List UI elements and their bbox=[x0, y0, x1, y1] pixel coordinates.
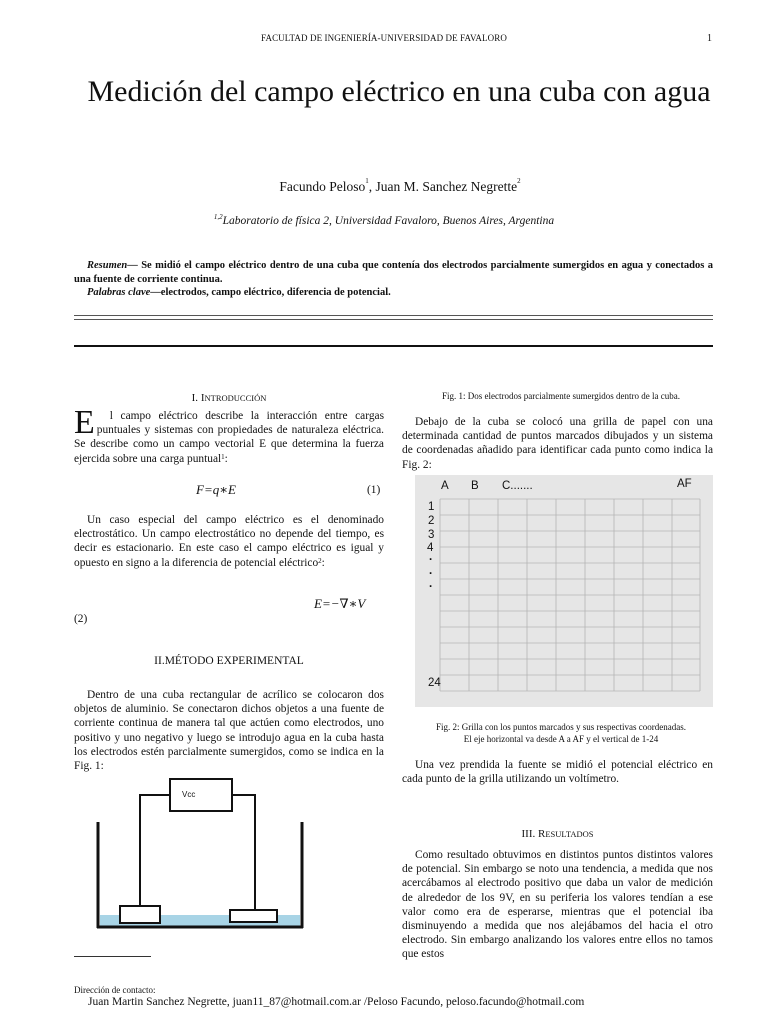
fig2-caption-line-2: El eje horizontal va desde A a AF y el vertical de 1-24 bbox=[463, 734, 659, 744]
equation-1: F=q∗E bbox=[196, 482, 236, 497]
equation-1-number: (1) bbox=[367, 484, 381, 496]
dropcap: E bbox=[74, 404, 95, 441]
results-heading: III. RESULTADOS bbox=[521, 828, 594, 840]
grid-row-dot-2: . bbox=[429, 565, 433, 577]
section-divider bbox=[74, 345, 713, 347]
fig1-diagram bbox=[90, 775, 315, 935]
intro-paragraph-1: E l campo eléctrico describe la interacción entre cargas puntuales y sistemas con propiedades de naturaleza eléctrica. Se describe como un campo vectorial E que determina la fuerza ejercida sobre una carga puntual$^1$: bbox=[74, 409, 384, 466]
wire-right bbox=[232, 795, 255, 911]
grid-col-a: A bbox=[441, 480, 449, 492]
grid-row-4: 4 bbox=[427, 542, 434, 554]
method-paragraph: Dentro de una cuba rectangular de acrílico se colocaron dos objetos de aluminio. Se conectaron dichos objetos a una fuente de corriente continua de manera tal que actúen como electrodos, uno positivo y uno negativo y luego se introdujo agua en la cuba hasta los electrodos estén parcialmente sumergidos, como se indica en la Fig. 1: bbox=[74, 689, 384, 773]
contact-info: Juan Martin Sanchez Negrette, juan11_87@hotmail.com.ar /Peloso Facundo, peloso.facundo@hotmail.com bbox=[88, 996, 585, 1008]
footnote-rule bbox=[74, 956, 151, 957]
power-source-label: Vcc bbox=[182, 790, 196, 799]
contact-label: Dirección de contacto: bbox=[74, 985, 156, 995]
author-1-sup: 1 bbox=[365, 177, 369, 185]
grid-row-24: 24 bbox=[428, 677, 441, 689]
fig2-caption bbox=[402, 721, 720, 745]
right-paragraph-1: Debajo de la cuba se colocó una grilla de papel con una determinada cantidad de puntos marcados dibujados y un sistema de coordenadas añadido para identificar cada punto como indica la Fig. 2: bbox=[402, 416, 713, 471]
grid-col-c: C....... bbox=[502, 480, 533, 492]
grid-row-dot-1: . bbox=[429, 551, 433, 563]
grid-row-3: 3 bbox=[428, 529, 435, 541]
abstract-text: — Se midió el campo eléctrico dentro de una cuba que contenía dos electrodos parcialmente sumergidos en agua y conectados a una fuente de corriente continua. bbox=[74, 260, 713, 285]
author-1: Facundo Peloso bbox=[279, 179, 366, 194]
abstract-rule-top bbox=[74, 315, 713, 316]
abstract bbox=[74, 259, 713, 300]
author-separator: , bbox=[368, 179, 376, 194]
affiliation-sup: 1,2 bbox=[213, 213, 223, 221]
grid-col-b: B bbox=[471, 480, 479, 492]
grid-row-1: 1 bbox=[428, 501, 435, 513]
electrode-left bbox=[120, 906, 160, 923]
author-2-sup: 2 bbox=[517, 177, 521, 185]
intro-heading: I. INTRODUCCIÓN bbox=[191, 392, 267, 404]
running-header: FACULTAD DE INGENIERÍA-UNIVERSIDAD DE FAVALORO bbox=[261, 33, 507, 43]
authors bbox=[0, 179, 768, 195]
equation-2: E=−∇∗V bbox=[314, 596, 366, 611]
fig1-caption: Fig. 1: Dos electrodos parcialmente sumergidos dentro de la cuba. bbox=[441, 391, 681, 401]
page-number: 1 bbox=[707, 33, 712, 44]
keywords-text: —electrodos, campo eléctrico, diferencia de potencial. bbox=[150, 287, 391, 298]
electrode-right bbox=[230, 910, 277, 922]
abstract-label: Resumen bbox=[87, 260, 128, 271]
grid-row-dot-3: . bbox=[429, 578, 433, 590]
fig2-grid-lines bbox=[415, 475, 713, 707]
abstract-rule-bottom bbox=[74, 319, 713, 320]
intro-paragraph-2: Un caso especial del campo eléctrico es el denominado electrostático. Un campo electrostático no depende del tiempo, es decir es estacionario. En este caso el campo eléctrico es igual y opuesto en signo a la diferencia de potencial eléctrico$^2$: bbox=[74, 514, 384, 569]
grid-row-2: 2 bbox=[428, 515, 435, 527]
fig2-caption-line-1: Fig. 2: Grilla con los puntos marcados y sus respectivas coordenadas. bbox=[436, 722, 686, 732]
grid-col-af: AF bbox=[677, 478, 692, 490]
wire-left bbox=[140, 795, 170, 907]
method-heading: II.MÉTODO EXPERIMENTAL bbox=[154, 655, 304, 667]
equation-2-number: (2) bbox=[74, 613, 88, 625]
author-2: Juan M. Sanchez Negrette bbox=[375, 179, 518, 194]
paper-title: Medición del campo eléctrico en una cuba con agua bbox=[87, 75, 711, 108]
affiliation bbox=[0, 215, 768, 227]
keywords-label: Palabras clave bbox=[87, 287, 151, 298]
power-source bbox=[170, 779, 232, 811]
right-paragraph-2: Una vez prendida la fuente se midió el potencial eléctrico en cada punto de la grilla utilizando un voltímetro. bbox=[402, 759, 713, 786]
fig2-grid-figure bbox=[415, 475, 713, 707]
affiliation-text: Laboratorio de física 2, Universidad Favaloro, Buenos Aires, Argentina bbox=[222, 215, 555, 227]
results-paragraph: Como resultado obtuvimos en distintos puntos distintos valores de potencial. Sin embargo se noto una tendencia, a medida que nos acercábamos al electrodo positivo que daba un valor de medición de alrededor de los 9V, en su periferia los valores tendían a ese valor como era de esperarse, mientras que el potencial iba disminuyendo a medida que nos alejábamos del hacia el otro electrodo. Sin embargo analizando los valores entre ellos no tamos que estos bbox=[402, 849, 713, 961]
